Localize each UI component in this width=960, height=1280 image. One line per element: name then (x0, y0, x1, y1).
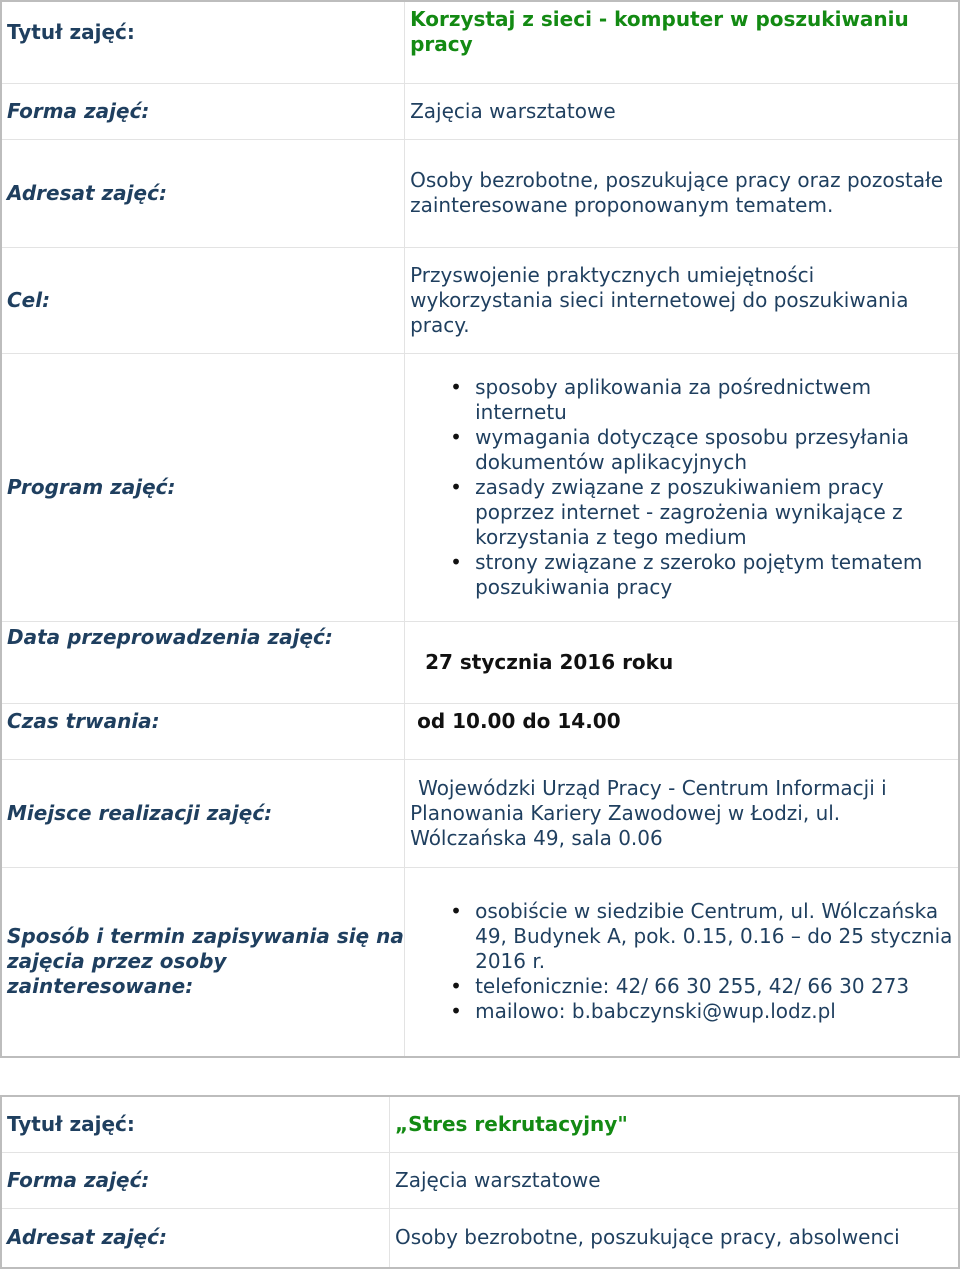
place-value: Wojewódzki Urząd Pracy - Centrum Informacji i Planowania Kariery Zawodowej w Łodzi, ul. Wólczańska 49, sala 0.06 (410, 775, 887, 850)
signup-label: Sposób i termin zapisywania się na zajęcia przez osoby zainteresowane: (7, 924, 404, 999)
form-label: Forma zajęć: (7, 98, 150, 123)
list-item: • zasady związane z poszukiwaniem pracy poprzez internet - zagrożenia wynikające z korzystania z tego medium (475, 475, 958, 550)
signup-list (410, 899, 958, 1024)
list-item: • osobiście w siedzibie Centrum, ul. Wólczańska 49, Budynek A, pok. 0.15, 0.16 – do 25 stycznia 2016 r. (475, 899, 958, 974)
audience-row (1, 139, 959, 247)
form-value: Zajęcia warsztatowe (395, 1167, 601, 1192)
signup-row (1, 867, 959, 1057)
program-row (1, 353, 959, 621)
course-title: „Stres rekrutacyjny" (395, 1111, 628, 1136)
list-item: • wymagania dotyczące sposobu przesyłania dokumentów aplikacyjnych (475, 425, 958, 475)
goal-value: Przyswojenie praktycznych umiejętności wykorzystania sieci internetowej do poszukiwania pracy. (410, 262, 909, 337)
program-label: Program zajęć: (7, 474, 176, 499)
course-title: Korzystaj z sieci - komputer w poszukiwaniu pracy (410, 7, 909, 56)
duration-value: od 10.00 do 14.00 (417, 708, 621, 733)
form-label: Forma zajęć: (7, 1167, 150, 1192)
audience-row (1, 1208, 959, 1268)
form-value: Zajęcia warsztatowe (410, 98, 616, 123)
audience-label: Adresat zajęć: (7, 180, 167, 205)
form-row (1, 83, 959, 139)
date-label: Data przeprowadzenia zajęć: (7, 624, 333, 649)
list-item: • telefonicznie: 42/ 66 30 255, 42/ 66 30 273 (475, 974, 958, 999)
goal-row (1, 247, 959, 353)
title-label: Tytuł zajęć: (7, 1111, 135, 1136)
audience-value: Osoby bezrobotne, poszukujące pracy, absolwenci (395, 1225, 900, 1250)
place-label: Miejsce realizacji zajęć: (7, 800, 273, 825)
title-label: Tytuł zajęć: (7, 20, 135, 44)
title-row (1, 1096, 959, 1152)
workshop-card-2 (0, 1095, 960, 1269)
list-item: • mailowo: b.babczynski@wup.lodz.pl (475, 999, 958, 1024)
form-row (1, 1152, 959, 1208)
place-row (1, 759, 959, 867)
date-row (1, 621, 959, 703)
audience-value: Osoby bezrobotne, poszukujące pracy oraz pozostałe zainteresowane proponowanym tematem. (410, 168, 944, 217)
audience-label: Adresat zajęć: (7, 1225, 167, 1250)
goal-label: Cel: (7, 287, 51, 312)
list-item: • strony związane z szeroko pojętym tematem poszukiwania pracy (475, 550, 958, 600)
date-value: 27 stycznia 2016 roku (425, 649, 674, 674)
title-row (1, 1, 959, 83)
list-item: • sposoby aplikowania za pośrednictwem internetu (475, 375, 958, 425)
program-list (410, 375, 958, 600)
duration-label: Czas trwania: (7, 708, 160, 733)
duration-row (1, 703, 959, 759)
